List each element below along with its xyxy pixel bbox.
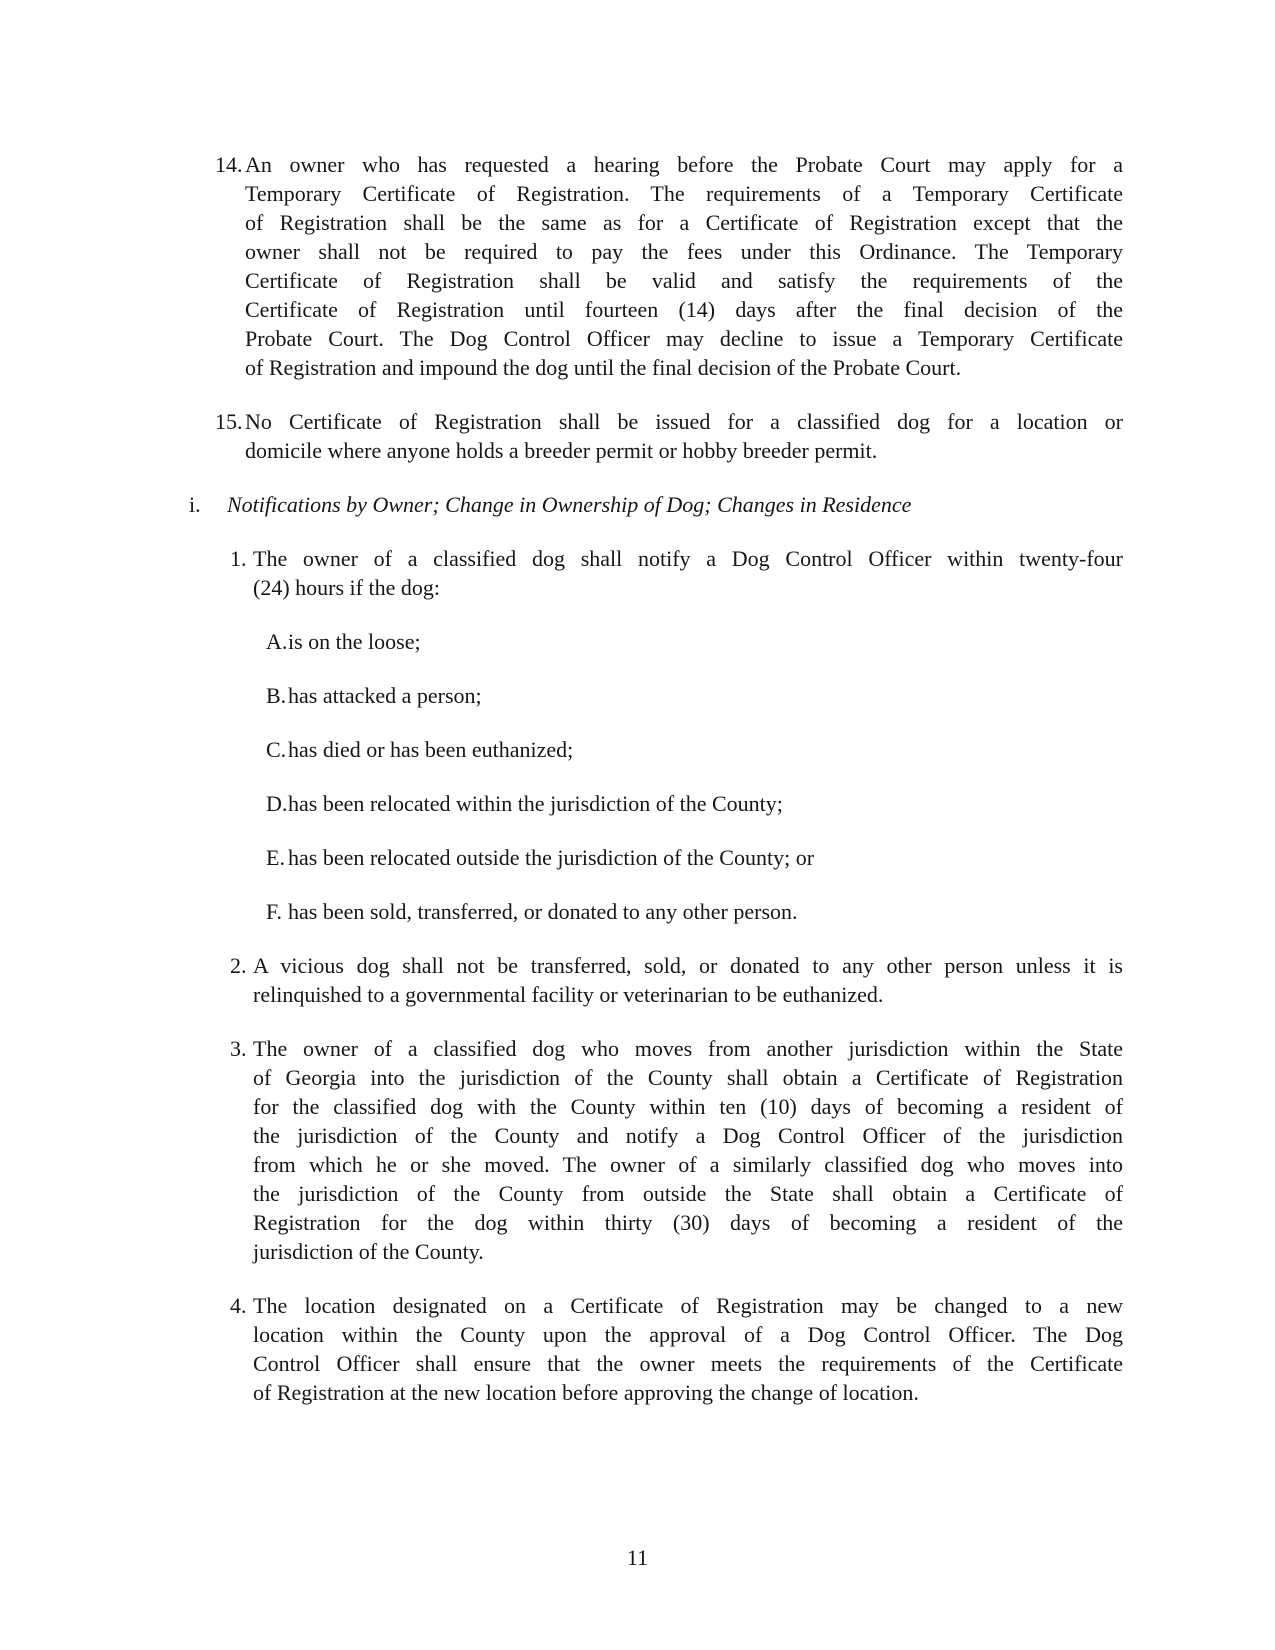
list-item-C [266,735,1123,764]
list-item-B [266,681,1123,710]
list-item-A [266,627,1123,656]
item-D-text: has been relocated within the jurisdiction of the County; [288,791,783,816]
text-line: relinquished to a governmental facility or veterinarian to be euthanized. [253,982,884,1007]
list-item-15 [215,407,1123,465]
text-line: location within the County upon the approval of a Dog Control Officer. The Dog [253,1322,1123,1347]
text-line: The owner of a classified dog shall notify a Dog Control Officer within twenty-four [253,546,1123,571]
item-F-letter: F. [266,899,282,924]
item-14-text [245,150,1123,382]
item-3-number: 3. [230,1036,247,1061]
item-15-text [245,407,1123,465]
section-i-title: Notifications by Owner; Change in Ownership of Dog; Changes in Residence [227,492,912,517]
item-C-letter: C. [266,737,287,762]
text-line: Certificate of Registration shall be valid and satisfy the requirements of the [245,268,1123,293]
item-2-number: 2. [230,953,247,978]
item-A-text: is on the loose; [288,629,421,654]
list-item-14 [215,150,1123,382]
item-E-letter: E. [266,845,285,870]
text-line: (24) hours if the dog: [253,575,440,600]
item-1-text [253,544,1123,602]
text-line: of Georgia into the jurisdiction of the County shall obtain a Certificate of Registration [253,1065,1123,1090]
list-item-2 [230,951,1123,1009]
item-E-text: has been relocated outside the jurisdiction of the County; or [288,845,815,870]
text-line: of Registration and impound the dog until the final decision of the Probate Court. [245,355,962,380]
list-item-3 [230,1034,1123,1266]
item-14-number: 14. [215,152,243,177]
text-line: from which he or she moved. The owner of a similarly classified dog who moves into [253,1152,1123,1177]
text-line: An owner who has requested a hearing before the Probate Court may apply for a [245,152,1123,177]
list-item-1 [230,544,1123,602]
item-15-number: 15. [215,409,243,434]
item-4-text [253,1291,1123,1407]
list-item-4 [230,1291,1123,1407]
text-line: A vicious dog shall not be transferred, sold, or donated to any other person unless it is [253,953,1123,978]
item-4-number: 4. [230,1293,247,1318]
item-B-letter: B. [266,683,287,708]
text-line: domicile where anyone holds a breeder permit or hobby breeder permit. [245,438,878,463]
text-line: jurisdiction of the County. [253,1239,484,1264]
item-3-text [253,1034,1123,1266]
page-number: 11 [626,1545,649,1570]
item-A-letter: A. [266,629,288,654]
text-line: owner shall not be required to pay the fees under this Ordinance. The Temporary [245,239,1123,264]
text-line: Registration for the dog within thirty (30) days of becoming a resident of the [253,1210,1123,1235]
text-line: of Registration shall be the same as for a Certificate of Registration except that the [245,210,1123,235]
text-line: No Certificate of Registration shall be issued for a classified dog for a location or [245,409,1123,434]
section-heading-i [189,490,1123,519]
text-line: Control Officer shall ensure that the owner meets the requirements of the Certificate [253,1351,1123,1376]
text-line: Certificate of Registration until fourteen (14) days after the final decision of the [245,297,1123,322]
text-line: Temporary Certificate of Registration. The requirements of a Temporary Certificate [245,181,1123,206]
text-line: for the classified dog with the County within ten (10) days of becoming a resident of [253,1094,1123,1119]
list-item-D [266,789,1123,818]
item-D-letter: D. [266,791,288,816]
text-line: The location designated on a Certificate of Registration may be changed to a new [253,1293,1123,1318]
item-1-number: 1. [230,546,247,571]
text-line: Probate Court. The Dog Control Officer may decline to issue a Temporary Certificate [245,326,1123,351]
text-line: of Registration at the new location before approving the change of location. [253,1380,919,1405]
list-item-F [266,897,1123,926]
section-i-marker: i. [189,492,201,517]
text-line: The owner of a classified dog who moves from another jurisdiction within the State [253,1036,1123,1061]
text-line: the jurisdiction of the County from outside the State shall obtain a Certificate of [253,1181,1123,1206]
document-content [189,150,1123,1432]
list-item-E [266,843,1123,872]
item-2-text [253,951,1123,1009]
item-C-text: has died or has been euthanized; [288,737,574,762]
item-B-text: has attacked a person; [288,683,482,708]
item-F-text: has been sold, transferred, or donated to any other person. [288,899,798,924]
text-line: the jurisdiction of the County and notify a Dog Control Officer of the jurisdiction [253,1123,1123,1148]
